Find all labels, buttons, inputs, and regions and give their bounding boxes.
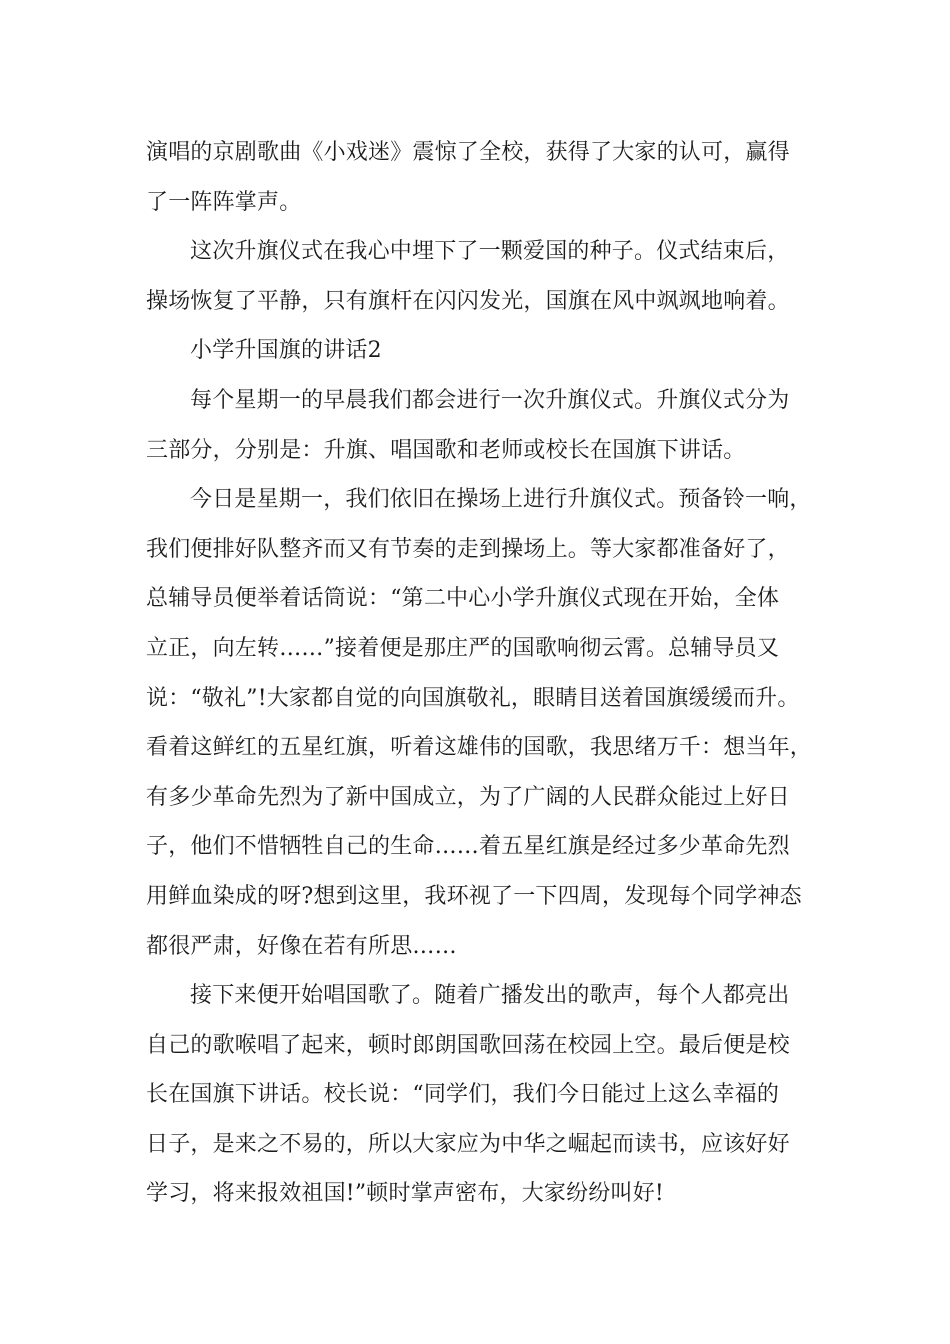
text-line: 立正，向左转……”接着便是那庄严的国歌响彻云霄。总辅导员又 <box>146 635 780 661</box>
document-body <box>146 128 826 1219</box>
text-line: 每个星期一的早晨我们都会进行一次升旗仪式。升旗仪式分为 <box>190 387 790 413</box>
text-line: 说：“敬礼”!大家都自觉的向国旗敬礼，眼睛目送着国旗缓缓而升。 <box>146 685 800 711</box>
text-line: 今日是星期一，我们依旧在操场上进行升旗仪式。预备铃一响， <box>190 487 812 513</box>
text-line: 用鲜血染成的呀?想到这里，我环视了一下四周，发现每个同学神态 <box>146 883 802 909</box>
text-line: 子，他们不惜牺牲自己的生命……着五星红旗是经过多少革命先烈 <box>146 834 790 860</box>
heading-text: 小学升国旗的讲话2 <box>190 338 382 364</box>
text-line: 学习，将来报效祖国!”顿时掌声密布，大家纷纷叫好! <box>146 1181 664 1207</box>
text-line: 有多少革命先烈为了新中国成立，为了广阔的人民群众能过上好日 <box>146 784 790 810</box>
text-line: 我们便排好队整齐而又有节奏的走到操场上。等大家都准备好了， <box>146 536 790 562</box>
text-line: 操场恢复了平静，只有旗杆在闪闪发光，国旗在风中飒飒地响着。 <box>146 288 790 314</box>
text-line: 日子，是来之不易的，所以大家应为中华之崛起而读书，应该好好 <box>146 1131 790 1157</box>
text-line: 接下来便开始唱国歌了。随着广播发出的歌声，每个人都亮出 <box>190 983 790 1009</box>
section-heading <box>146 326 826 376</box>
text-line: 长在国旗下讲话。校长说：“同学们，我们今日能过上这么幸福的 <box>146 1082 780 1108</box>
text-line: 总辅导员便举着话筒说：“第二中心小学升旗仪式现在开始，全体 <box>146 586 780 612</box>
paragraph-5 <box>146 971 826 1219</box>
text-line: 三部分，分别是：升旗、唱国歌和老师或校长在国旗下讲话。 <box>146 437 746 463</box>
text-line: 看着这鲜红的五星红旗，听着这雄伟的国歌，我思绪万千：想当年， <box>146 735 813 761</box>
paragraph-3 <box>146 376 826 475</box>
paragraph-4 <box>146 475 826 971</box>
text-line: 了一阵阵掌声。 <box>146 189 302 215</box>
paragraph-1 <box>146 128 826 227</box>
paragraph-2 <box>146 227 826 326</box>
text-line: 自己的歌喉唱了起来，顿时郎朗国歌回荡在校园上空。最后便是校 <box>146 1032 790 1058</box>
text-line: 都很严肃，好像在若有所思…… <box>146 933 457 959</box>
text-line: 演唱的京剧歌曲《小戏迷》震惊了全校，获得了大家的认可，赢得 <box>146 140 790 165</box>
text-line: 这次升旗仪式在我心中埋下了一颗爱国的种子。仪式结束后， <box>190 239 790 265</box>
